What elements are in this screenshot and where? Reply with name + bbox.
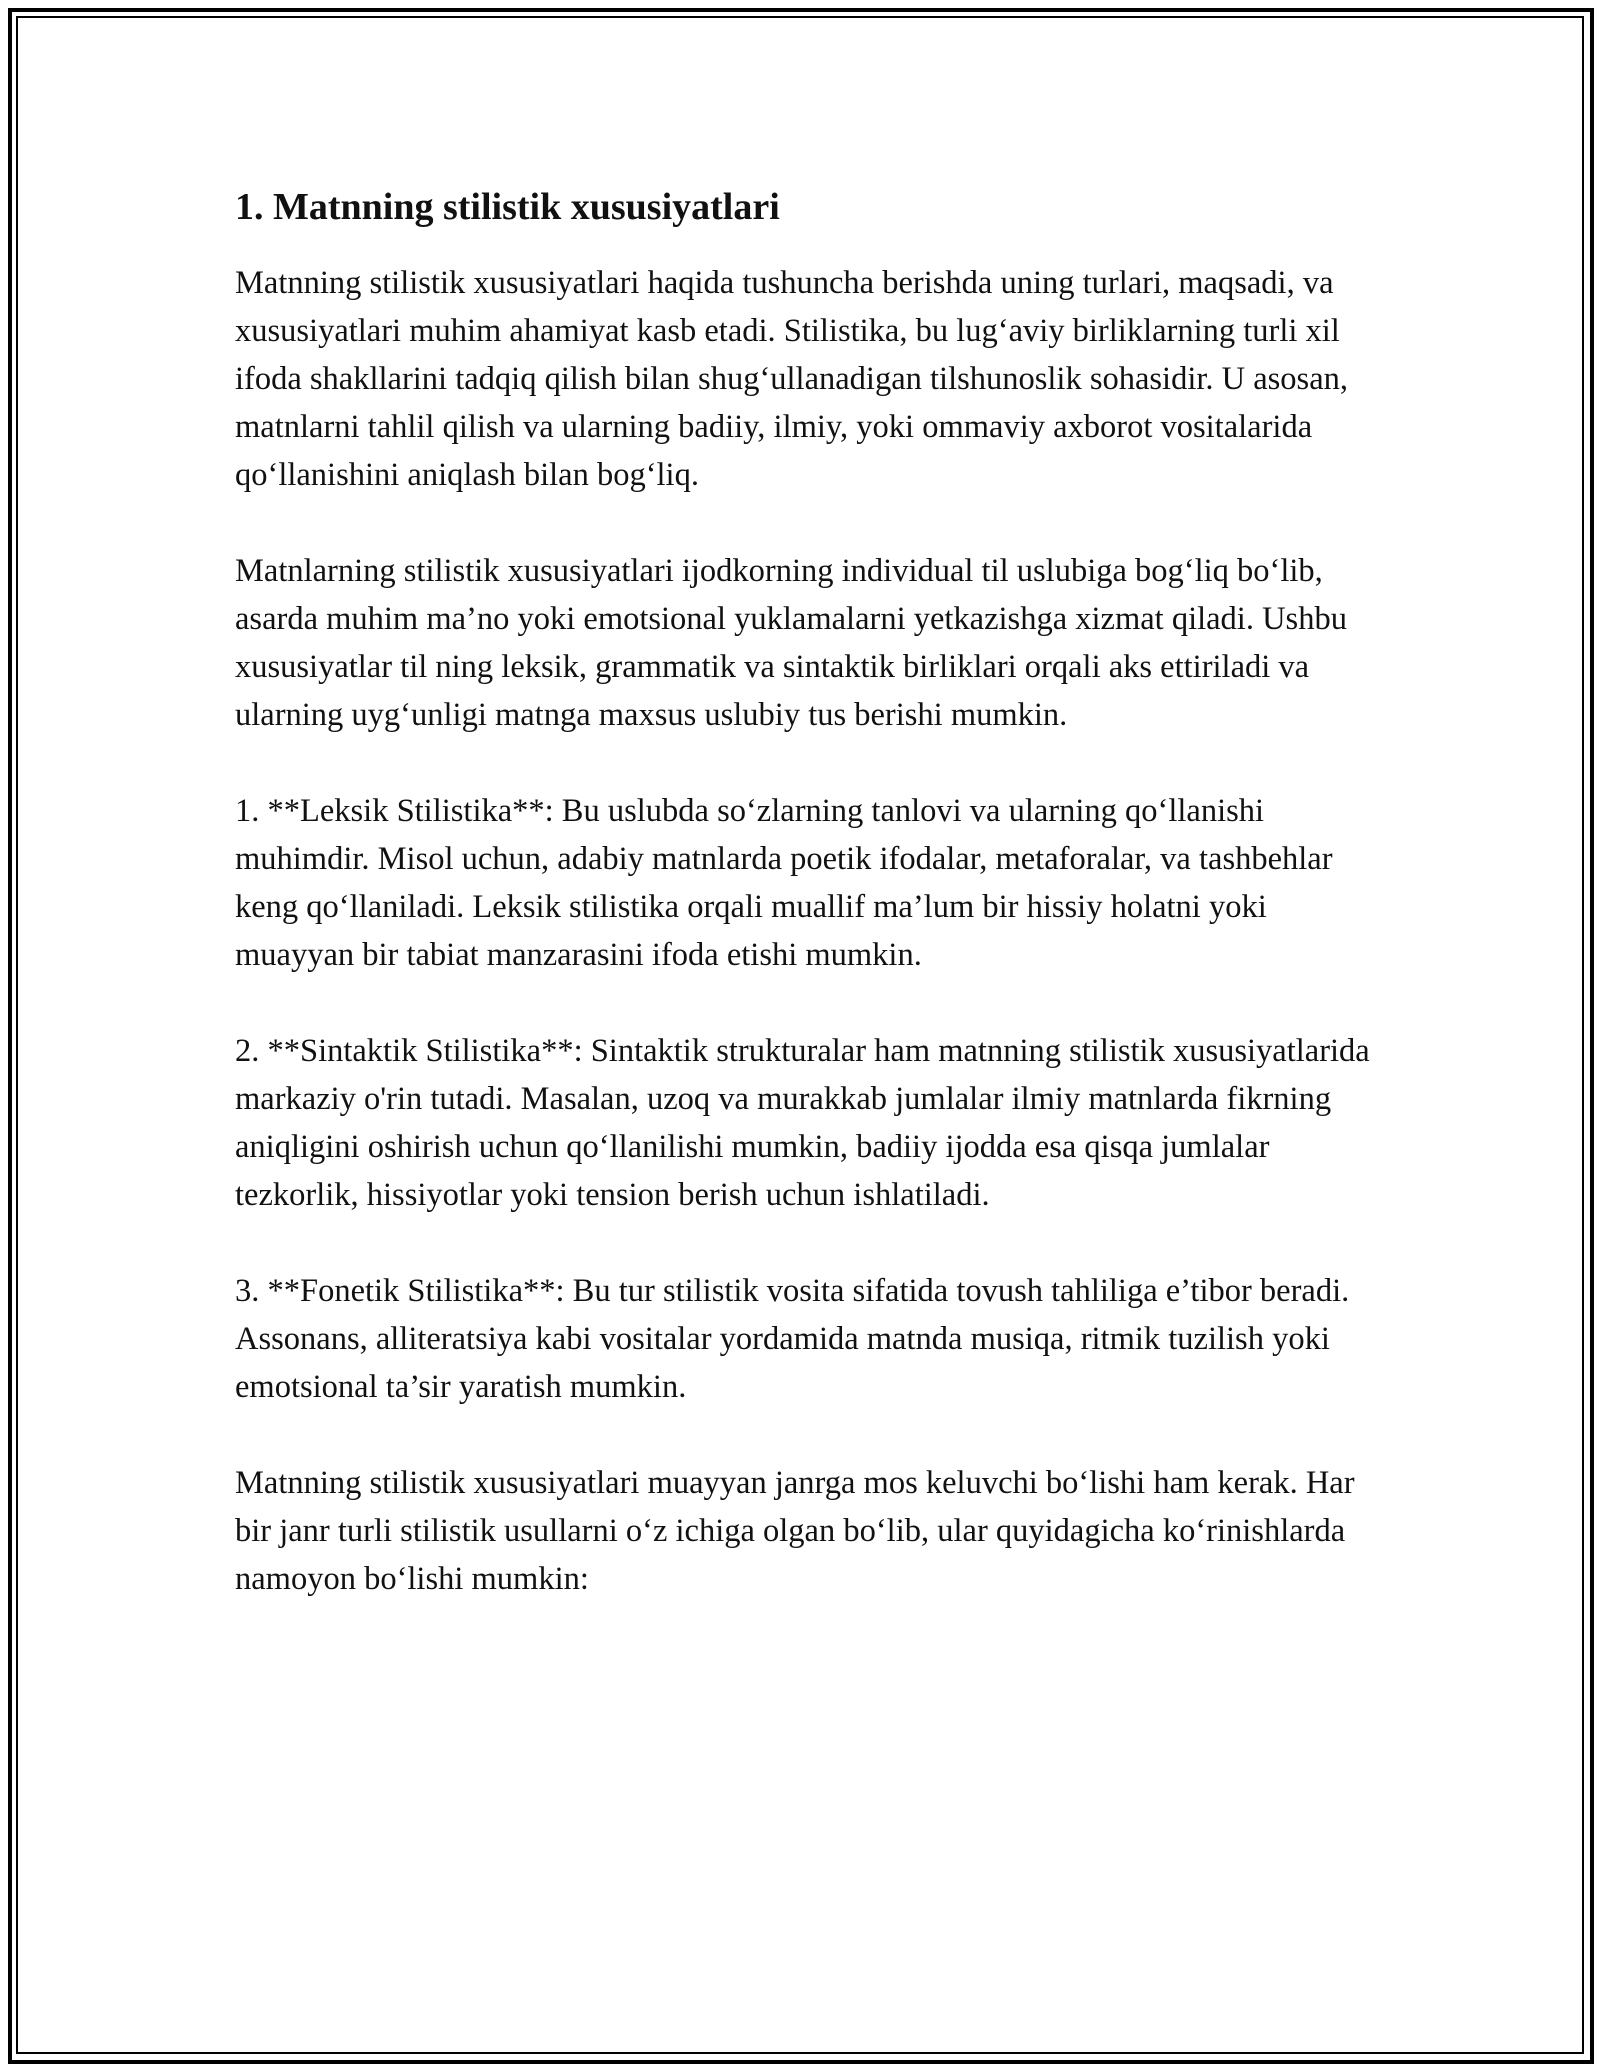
document-body [235, 185, 1370, 1651]
paragraph-syntactic-stylistics: 2. **Sintaktik Stilistika**: Sintaktik strukturalar ham matnning stilistik xususiyatlarida markaziy o'rin tutadi. Masalan, uzoq va murakkab jumlalar ilmiy matnlarda fikrning aniqligini oshirish uchun qo‘llanilishi mumkin, badiiy ijodda esa qisqa jumlalar tezkorlik, hissiyotlar yoki tension berish uchun ishlatiladi. [235, 1032, 1370, 1213]
paragraph-intro: Matnning stilistik xususiyatlari haqida tushuncha berishda uning turlari, maqsadi, va xususiyatlari muhim ahamiyat kasb etadi. Stilistika, bu lug‘aviy birliklarning turli xil ifoda shakllarini tadqiq qilish bilan shug‘ullanadigan tilshunoslik sohasidir. U asosan, matnlarni tahlil qilish va ularning badiiy, ilmiy, yoki ommaviy axborot vositalarida qo‘llanishini aniqlash bilan bog‘liq. [235, 264, 1348, 493]
paragraph-features: Matnlarning stilistik xususiyatlari ijodkorning individual til uslubiga bog‘liq bo‘lib, asarda muhim ma’no yoki emotsional yuklamalarni yetkazishga xizmat qiladi. Ushbu xususiyatlar til ning leksik, grammatik va sintaktik birliklari orqali aks ettiriladi va ularning uyg‘unligi matnga maxsus uslubiy tus berishi mumkin. [235, 552, 1347, 733]
paragraph-genre: Matnning stilistik xususiyatlari muayyan janrga mos keluvchi bo‘lishi ham kerak. Har bir janr turli stilistik usullarni o‘z ichiga olgan bo‘lib, ular quyidagicha ko‘rinishlarda namoyon bo‘lishi mumkin: [235, 1464, 1355, 1597]
paragraph-lexical-stylistics: 1. **Leksik Stilistika**: Bu uslubda so‘zlarning tanlovi va ularning qo‘llanishi muhimdir. Misol uchun, adabiy matnlarda poetik ifodalar, metaforalar, va tashbehlar keng qo‘llaniladi. Leksik stilistika orqali muallif ma’lum bir hissiy holatni yoki muayyan bir tabiat manzarasini ifoda etishi mumkin. [235, 792, 1333, 973]
section-title: 1. Matnning stilistik xususiyatlari [235, 186, 780, 228]
paragraph-phonetic-stylistics: 3. **Fonetik Stilistika**: Bu tur stilistik vosita sifatida tovush tahliliga e’tibor beradi. Assonans, alliteratsiya kabi vositalar yordamida matnda musiqa, ritmik tuzilish yoki emotsional ta’sir yaratish mumkin. [235, 1272, 1350, 1405]
